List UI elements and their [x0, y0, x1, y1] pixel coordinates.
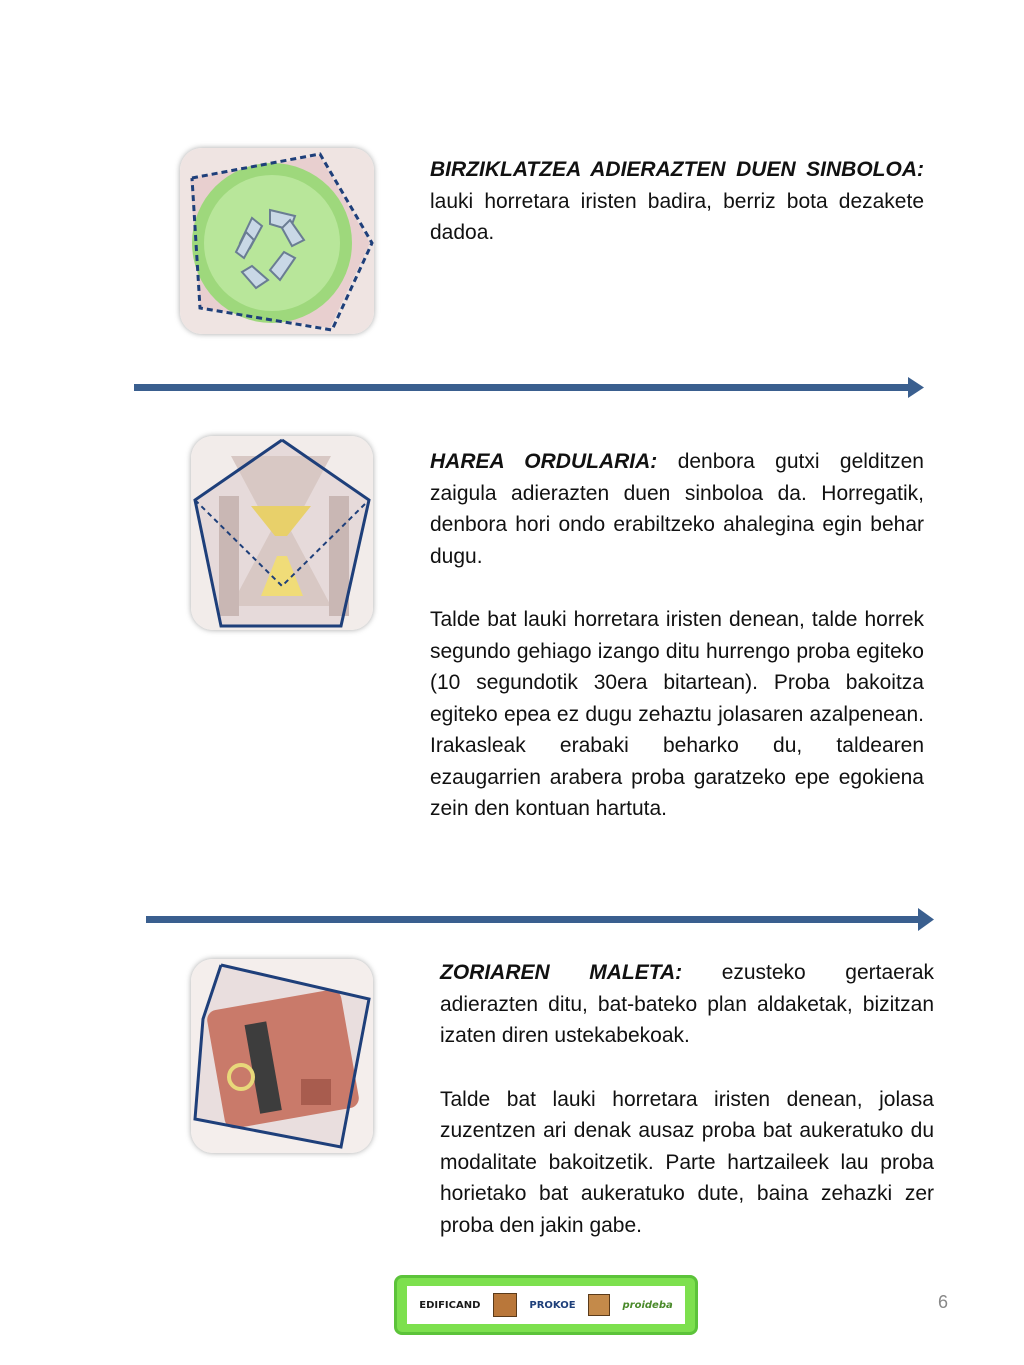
- suitcase-image: [191, 959, 373, 1153]
- hourglass-paragraph-1: denbora gutxi gelditzen zaigula adierazten duen sinboloa da. Horregatik, denbora hori ondo erabiltzeko ahalegina egin behar dugu.: [430, 450, 924, 568]
- sponsor-logos: [407, 1286, 685, 1324]
- suitcase-paragraph-2: Talde bat lauki horretara iristen denean, jolasa zuzentzen ari denak ausaz proba bat aukeratuko du modalitate bakoitzetik. Parte hartzaileek lau proba horietako bat aukeratuko dute, baina zehazki zer proba den jakin gabe.: [440, 1087, 934, 1237]
- recycle-symbol-image: [180, 148, 374, 334]
- recycle-heading: BIRZIKLATZEA ADIERAZTEN DUEN SINBOLOA:: [430, 158, 924, 181]
- box-logo-icon: [493, 1293, 517, 1317]
- hourglass-paragraph-2: Talde bat lauki horretara iristen denean, talde horrek segundo gehiago izango ditu hurrengo proba egiteko (10 segundotik 30era bitartean). Proba bakoitza egiteko epea ez dugu zehaztu jolasaren azalpenean. Irakasleak erabaki beharko du, taldearen ezaugarrien arabera proba garatzeko epe egokiena zein den kontuan hartuta.: [430, 608, 924, 820]
- proideba-logo: proideba: [622, 1299, 673, 1311]
- hourglass-heading: HAREA ORDULARIA:: [430, 450, 658, 473]
- suitcase-heading: ZORIAREN MALETA:: [440, 961, 683, 984]
- recycle-description: [430, 154, 924, 249]
- edificand-logo: EDIFICAND: [419, 1299, 481, 1311]
- page-number: 6: [938, 1292, 949, 1312]
- recycle-paragraph: lauki horretara iristen badira, berriz bota dezakete dadoa.: [430, 189, 924, 244]
- hourglass-description: [430, 446, 924, 825]
- sponsor-logo-bar: [394, 1275, 698, 1335]
- hourglass-image: [191, 436, 373, 630]
- crate-logo-icon: [588, 1294, 610, 1316]
- divider-arrow-1: [134, 376, 924, 400]
- prokoe-logo: PROKOE: [529, 1299, 576, 1311]
- suitcase-paragraph-1: ezusteko gertaerak adierazten ditu, bat-bateko plan aldaketak, bizitzan izaten diren ustekabekoak.: [440, 961, 934, 1047]
- suitcase-description: [440, 957, 934, 1241]
- divider-arrow-2: [146, 907, 936, 933]
